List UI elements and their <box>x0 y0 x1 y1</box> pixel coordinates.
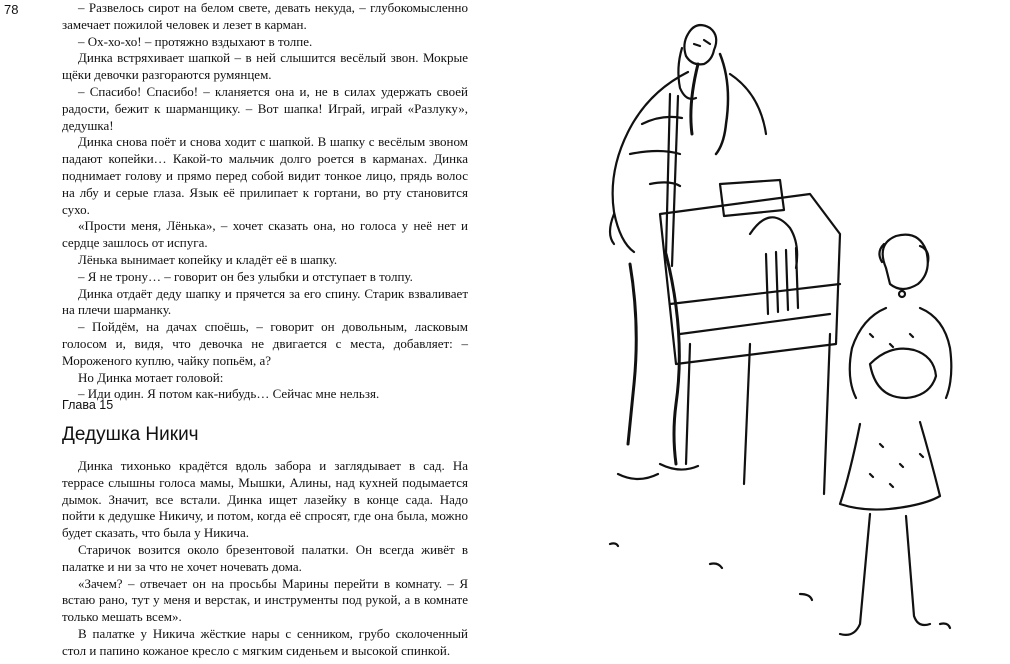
paragraph: – Иди один. Я потом как-нибудь… Сейчас мне нельзя. <box>78 386 380 402</box>
page-number: 78 <box>4 2 19 17</box>
paragraph: Лёнька вынимает копейку и кладёт её в шапку. <box>78 251 338 267</box>
paragraph: – Спасибо! Спасибо! – кланяется она и, не в силах удержать своей радости, бежит к шарманщику. – Вот шапка! Играй, играй «Разлуку», дедушка! <box>62 83 468 133</box>
paragraph: – Пойдём, на дачах споёшь, – говорит он довольным, ласковым голосом и, видя, что девочка не двигается с места, добавляет: – Мороженого куплю, чайку попьём, а? <box>62 319 468 368</box>
paragraph: Динка встряхивает шапкой – в ней слышится весёлый звон. Мокрые щёки девочки разгораются румянцем. <box>62 50 468 83</box>
paragraph: «Зачем? – отвечает он на просьбы Марины перейти в комнату. – Я встаю рано, тут у меня и верстак, и инструменты под рукой, а в комнате только мешать всем». <box>62 575 468 625</box>
chapter-title: Дедушка Никич <box>62 424 199 445</box>
paragraph: «Прости меня, Лёнька», – хочет сказать она, но голоса у неё нет и сердце зашлось от испуга. <box>62 218 468 251</box>
barrel-organ <box>660 180 840 494</box>
paragraph: В палатке у Никича жёсткие нары с сенником, грубо сколоченный стол и папино кожаное кресло с мягким сиденьем и высокой спинкой. <box>62 625 468 658</box>
paragraph: Динка отдаёт деду шапку и прячется за его спину. Старик взваливает на плечи шарманку. <box>62 285 468 318</box>
paragraph: Динка тихонько крадётся вдоль забора и заглядывает в сад. На террасе слышны голоса мамы, Мышки, Алины, над кухней подымается дымок. Значит, все встали. Динка ищет лазейку в конце сада. Надо пойти к дедушке Никичу, и потом, когда её спросят, где она была, можно будет сказать, что была у Никича. <box>62 458 468 541</box>
chapter-label: Глава 15 <box>62 398 114 412</box>
paragraph: – Я не трону… – говорит он без улыбки и отступает в толпу. <box>78 268 413 284</box>
bottom-text-column <box>62 458 468 660</box>
paragraph: Но Динка мотает головой: <box>78 369 224 385</box>
top-text-column <box>62 0 468 403</box>
paragraph: Старичок возится около брезентовой палатки. Он всегда живёт в палатке и ни за что не хочет ночевать дома. <box>62 541 468 574</box>
girl-figure <box>840 235 951 635</box>
illustration-organ-grinder-and-girl <box>570 4 1010 662</box>
paragraph: – Развелось сирот на белом свете, девать некуда, – глубокомысленно замечает пожилой человек и лезет в карман. <box>62 0 468 32</box>
paragraph: Динка снова поёт и снова ходит с шапкой. В шапку с весёлым звоном падают копейки… Какой-то мальчик долго роется в карманах. Динка поднимает голову и прямо перед собой видит тонкое лицо, прядь волос на лбу и серые глаза. Язык её прилипает к гортани, во рту становится сухо. <box>62 134 468 217</box>
paragraph: – Ох-хо-хо! – протяжно вздыхают в толпе. <box>78 33 313 49</box>
